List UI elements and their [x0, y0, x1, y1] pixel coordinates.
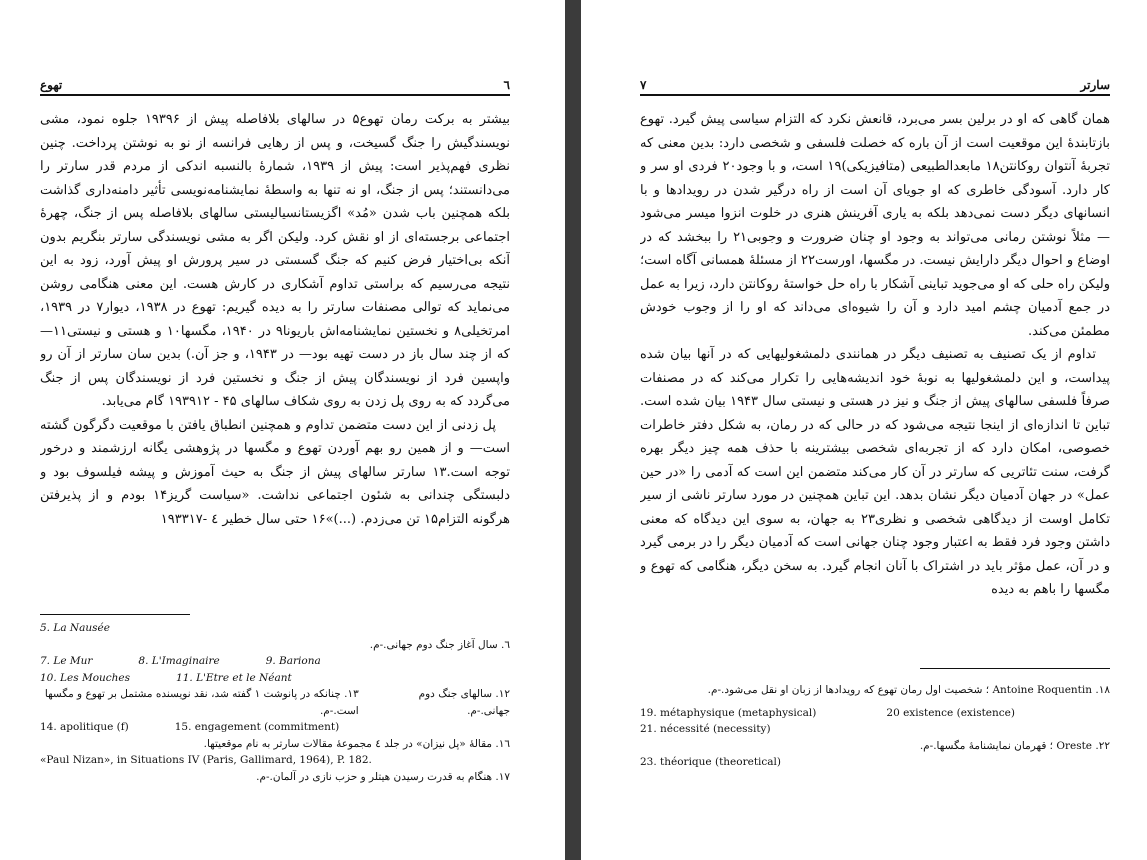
footnote-18: ۱۸. Antoine Roquentin ؛ شخصیت اول رمان تهوع که رویدادها از زبان او نقل می‌شود.-م.: [707, 684, 1110, 696]
footnote-23: 23. théorique (theoretical): [640, 756, 781, 768]
footnote-row: [40, 686, 510, 719]
footnote-6: ٦. سال آغاز جنگ دوم جهانی.-م.: [369, 638, 510, 651]
footnote-7: 7. Le Mur: [40, 655, 93, 667]
footnote-row: [40, 670, 510, 687]
footnote-14: 14. apolitique (f): [40, 721, 129, 733]
footnote-rule: [920, 668, 1110, 669]
footnote-9: 9. Bariona: [265, 655, 321, 667]
left-page: [40, 0, 510, 860]
page-number: ٦: [503, 78, 510, 92]
footnote-16-reference: «Paul Nizan», in Situations IV (Paris, Gallimard, 1964), P. 182.: [40, 754, 372, 766]
footnote-22: ۲۲. Oreste ؛ قهرمان نمایشنامهٔ مگسها.-م.: [919, 739, 1110, 752]
footnote-10: 10. Les Mouches: [40, 671, 131, 684]
right-page-header: [640, 78, 1110, 96]
left-page-header: [40, 78, 510, 96]
footnote-row: [40, 653, 510, 670]
left-footnotes: [40, 620, 510, 785]
footnote-8: 8. L'Imaginaire: [138, 655, 220, 667]
footnote-5: 5. La Nausée: [40, 622, 110, 634]
right-footnotes: [640, 682, 1110, 771]
right-body-text: [640, 108, 1110, 602]
footnote-19: 19. métaphysique (metaphysical): [640, 706, 817, 719]
footnote-17: ۱۷. هنگام به قدرت رسیدن هیتلر و حزب نازی در آلمان.-م.: [256, 770, 510, 783]
footnote-21: 21. nécessité (necessity): [640, 723, 771, 735]
footnote-row: [640, 705, 1110, 722]
paragraph: تداوم از یک تصنیف به تصنیف دیگر در همانندی دلمشغولیهایی که در آنها بیان شده پیداست، و این دلمشغولیها به نوبهٔ خود اندیشه‌هایی را تکرار می‌کند که در مصنفات صرفاً فلسفی سالهای پیش از جنگ و نیز در هستی و نیستی سال ۱۹۴۳ بیان شده است. تباین تا اندازه‌ای از اینجا نتیجه می‌شود که در حالی که در رمان، به شکل دفتر خاطرات خصوصی، امکان دارد که از تجربه‌ای شخصی بیشترینه با حذف همه چیز دیگر بهره گرفت، سنت تئاتریی که سارتر در آن کار می‌کند متضمن این است که آدمی را «در حین عمل» در جهان آدمیان دیگر نشان بدهد. این تباین همچنین در مورد سارتر ناشی از سیر تکامل اوست از دیدگاهی شخصی و نظری۲۳ به جهان، به سوی این دیدگاه که معنی داشتن وجود فرد فقط به اعتبار وجود چنان جهانی است که آدمیان دیگر را در برمی گیرد و در آن، عمل مؤثر باید در اشتراک با آنان انجام گیرد. به سخن دیگر، هنگامی که تهوع و مگسها را باهم به دیده: [640, 347, 1110, 597]
right-page: [640, 0, 1110, 860]
paragraph: بیشتر به برکت رمان تهوع۵ در سالهای بلافاصله پیش از ۱۹۳۹۶ جلوه نمود، مشی نویسندگیش را جنگ گسیخت، و پس از رهایی فرانسه از نو به نوشتن پرداخت. چنین نظری فهم‌پذیر است: پیش از ۱۹۳۹، شمارهٔ بالنسبه اندکی از مردم قدر سارتر را می‌دانستند؛ پس از جنگ، او نه تنها به واسطهٔ نمایشنامه‌نویسی تأثیر دامنه‌داری گذاشت بلکه همچنین باب شدن «مُد» اگزیستانسیالیستی سالهای بلافاصله پس از جنگ، چهرهٔ اجتماعی برجسته‌ای از او نقش کرد. ولیکن اگر به مشی نویسندگی سارتر بنگریم بدون آنکه بی‌اختیار فرض کنیم که جنگ گسستی در سیر پرورش او پیش آورد، زود به این نتیجه می‌رسیم که براستی تداوم آشکاری در کارش هست. این معنی هنگامی روشن می‌نماید که توالی مصنفات سارتر را به دیده گیریم: تهوع در ۱۹۳۸، دیوار۷ در ۱۹۳۹، امرتخیلی۸ و نخستین نمایشنامه‌اش باریونا۹ در ۱۹۴۰، مگسها۱۰ و هستی و نیستی۱۱— که از چند سال باز در دست تهیه بود— در ۱۹۴۳، و جز آن.) بدین سان سارتر از آن رو واپسین فرد از نویسندگان پیش از جنگ و نخستین فرد از نویسندگان پس از جنگ می‌گردد که به روی پل زدن به روی شکاف سالهای ۴۵ - ۱۹۳۹۱۲ گام می‌یابد.: [40, 112, 510, 409]
footnote-11: 11. L'Etre et le Néant: [176, 671, 292, 684]
footnote-row: [40, 719, 510, 736]
footnote-rule: [40, 614, 190, 615]
footnote: [40, 620, 510, 637]
footnote-20: 20 existence (existence): [886, 706, 1015, 719]
footnote-16: ۱٦. مقالهٔ «پل نیزان» در جلد ٤ مجموعهٔ مقالات سارتر به نام موقعیتها.: [203, 737, 510, 750]
footnote-15: 15. engagement (commitment): [174, 721, 340, 733]
page-number: ۷: [640, 78, 647, 92]
book-gutter: [565, 0, 581, 860]
paragraph: همان گاهی که او در برلین بسر می‌برد، قانعش نکرد که التزام سیاسی پیش گیرد. تهوع بازتابندهٔ این موقعیت است از آن باره که خصلت فلسفی و شخصی دارد: بدین معنی که تجربهٔ آنتوان روکانتن۱۸ مابعدالطبیعی (متافیزیکی)۱۹ است، و با وجود۲۰ فردی او سر و کار دارد. آسودگی خاطری که او جویای آن است از راه درگیر شدن در رویدادها و با انسانهای دیگر دست نمی‌دهد بلکه به یاری آفرینش هنری در خلوت انزوا میسر می‌شود— مثلاً نوشتن رمانی می‌تواند به وجود او چنان ضرورت و وجوبی۲۱ را ببخشد که در اوضاع و احوال دیگر دارایش نیست. در مگسها، اورست۲۲ از مسئلهٔ همسانی آگاه است؛ ولیکن راه حلی که او می‌جوید تباینی آشکار با راه حل خواستهٔ روکانتن دارد، زیرا به عمل در جمع آدمیان چشم امید دارد و آن را شیوه‌ای می‌داند که او را از وجوب خودش مطمئن می‌کند.: [640, 112, 1110, 339]
paragraph: پل زدنی از این دست متضمن تداوم و همچنین انطباق یافتن با موقعیت دگرگون گشته است— و از همین رو بهم آوردن تهوع و مگسها در پژوهشی یگانه ارزشمند و درخور توجه است.۱۳ سارتر سالهای پیش از جنگ به حیث آموزش و پیشه فیلسوف بود و دلبستگی چندانی به شئون اجتماعی نداشت. «سیاست گریز۱۴ بودم و از پذیرفتن هرگونه التزام۱۵ تن می‌زدم. (...)»۱۶ حتی سال خطیر ٤ -۱۹۳۳۱۷: [40, 417, 510, 527]
running-title: تهوع: [40, 78, 63, 92]
left-body-text: [40, 108, 510, 531]
running-title: سارتر: [1080, 78, 1110, 92]
footnote-12: ۱۲. سالهای جنگ دوم جهانی.-م.: [418, 688, 510, 717]
footnote-13: ۱۳. چنانکه در پانوشت ۱ گفته شد، نقد نویسنده مشتمل بر تهوع و مگسها است.-م.: [44, 688, 359, 717]
